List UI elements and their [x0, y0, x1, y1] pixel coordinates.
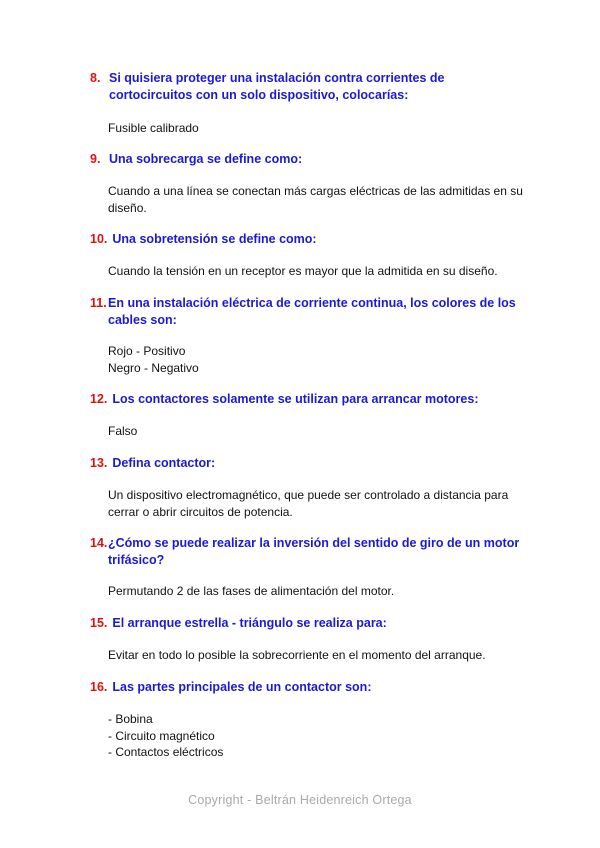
- answer-line: Falso: [108, 424, 138, 438]
- answer-line: Negro - Negativo: [108, 360, 199, 375]
- question-number: 8.: [90, 71, 101, 85]
- question-text: Defina contactor:: [112, 456, 216, 470]
- question-number: 15.: [90, 616, 108, 630]
- question-text: Los contactores solamente se utilizan para arrancar motores:: [112, 392, 479, 406]
- question-number: 12.: [90, 392, 108, 406]
- question-number: 11.: [90, 296, 107, 310]
- answer-13: [108, 487, 528, 520]
- question-16: [90, 679, 530, 696]
- question-text: Las partes principales de un contactor son:: [112, 680, 372, 694]
- question-15: [90, 615, 530, 632]
- copyright-footer: Copyright - Beltrán Heidenreich Ortega: [188, 793, 412, 807]
- answer-line: Permutando 2 de las fases de alimentación del motor.: [108, 584, 395, 598]
- answer-12: [108, 423, 528, 440]
- question-text: En una instalación eléctrica de corriente continua, los colores de los cables son:: [108, 296, 516, 327]
- question-9: [90, 151, 530, 168]
- answer-line: - Contactos eléctricos: [108, 745, 224, 759]
- answer-11: [108, 343, 528, 376]
- answer-line: Un dispositivo electromagnético, que puede ser controlado a distancia para cerrar o abrir circuitos de potencia.: [108, 488, 512, 519]
- question-11: [90, 295, 530, 329]
- answer-line: Evitar en todo lo posible la sobrecorriente en el momento del arranque.: [108, 648, 486, 662]
- question-number: 10.: [90, 232, 108, 246]
- question-14: [90, 535, 530, 569]
- answer-line: - Bobina: [108, 712, 153, 726]
- question-text: ¿Cómo se puede realizar la inversión del sentido de giro de un motor trifásico?: [108, 536, 520, 567]
- answer-line: Fusible calibrado: [108, 121, 199, 135]
- question-text: Una sobrecarga se define como:: [109, 152, 303, 166]
- answer-16: [108, 711, 528, 761]
- answer-line: Rojo - Positivo: [108, 344, 186, 358]
- answer-9: [108, 183, 528, 216]
- question-number: 13.: [90, 456, 108, 470]
- question-text: Una sobretensión se define como:: [112, 232, 317, 246]
- question-number: 14.: [90, 536, 108, 550]
- answer-14: [108, 583, 528, 600]
- answer-line: - Circuito magnético: [108, 728, 215, 743]
- question-number: 9.: [90, 152, 101, 166]
- question-text: El arranque estrella - triángulo se realiza para:: [112, 616, 387, 630]
- answer-10: [108, 263, 528, 280]
- question-number: 16.: [90, 680, 108, 694]
- answer-line: Cuando a una línea se conectan más cargas eléctricas de las admitidas en su diseño.: [108, 184, 527, 215]
- answer-8: [108, 120, 528, 137]
- question-13: [90, 455, 530, 472]
- question-12: [90, 391, 530, 408]
- question-text: Si quisiera proteger una instalación contra corrientes de cortocircuitos con un solo dispositivo, colocarías:: [109, 71, 445, 102]
- answer-15: [108, 647, 528, 664]
- answer-line: Cuando la tensión en un receptor es mayor que la admitida en su diseño.: [108, 264, 498, 278]
- question-8: [90, 70, 530, 104]
- question-10: [90, 231, 530, 248]
